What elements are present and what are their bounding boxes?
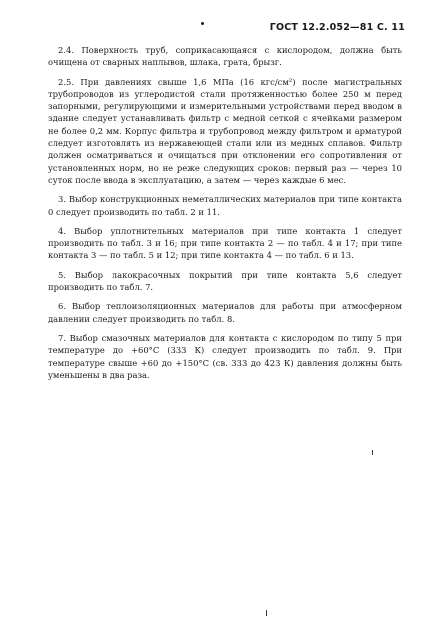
paragraph-7: 7. Выбор смазочных материалов для контакта с кислородом по типу 5 при температуре до +60°С (333 К) следует производить по табл. 9. При температуре свыше +60 до +150°С (св. 333 до 423 К) давления должны быть уменьшены в два раза. <box>48 332 402 380</box>
scan-mark-right <box>372 450 373 455</box>
paragraph-3: 3. Выбор конструкционных неметаллических материалов при типе контакта 0 следует производить по табл. 2 и 11. <box>48 194 402 217</box>
document-body <box>48 44 402 388</box>
paragraph-6: 6. Выбор теплоизоляционных материалов для работы при атмосферном давлении следует производить по табл. 8. <box>48 301 402 324</box>
scan-speck-top <box>201 22 204 25</box>
paragraph-4: 4. Выбор уплотнительных материалов при типе контакта 1 следует производить по табл. 3 и 16; при типе контакта 2 — по табл. 4 и 17; при типе контакта 3 — по табл. 5 и 12; при типе контакта 4 — по табл. 6 и 13. <box>48 225 402 261</box>
paragraph-2-5: 2.5. При давлениях свыше 1,6 МПа (16 кгс/см²) после магистральных трубопроводов из углеродистой стали протяженностью более 250 м перед запорными, регулирующими и измерительными устройствами перед вводом в здание следует устанавливать фильтр с медной сеткой с ячейками размером не более 0,2 мм. Корпус фильтра и трубопровод между фильтром и арматурой следует изготовлять из нержавеющей стали или из медных сплавов. Фильтр должен осматриваться и очищаться при отклонении его сопротивления от установленных норм, но не реже следующих сроков: первый раз — через 10 суток после ввода в эксплуатацию, а затем — через каждые 6 мес. <box>48 76 402 185</box>
paragraph-5: 5. Выбор лакокрасочных покрытий при типе контакта 5,6 следует производить по табл. 7. <box>48 269 402 293</box>
page-header: ГОСТ 12.2.052—81 С. 11 <box>269 22 405 33</box>
scan-mark-bottom <box>266 610 267 616</box>
paragraph-2-4: 2.4. Поверхность труб, соприкасающаяся с кислородом, должна быть очищена от сварных наплывов, шлака, грата, брызг. <box>48 45 402 68</box>
